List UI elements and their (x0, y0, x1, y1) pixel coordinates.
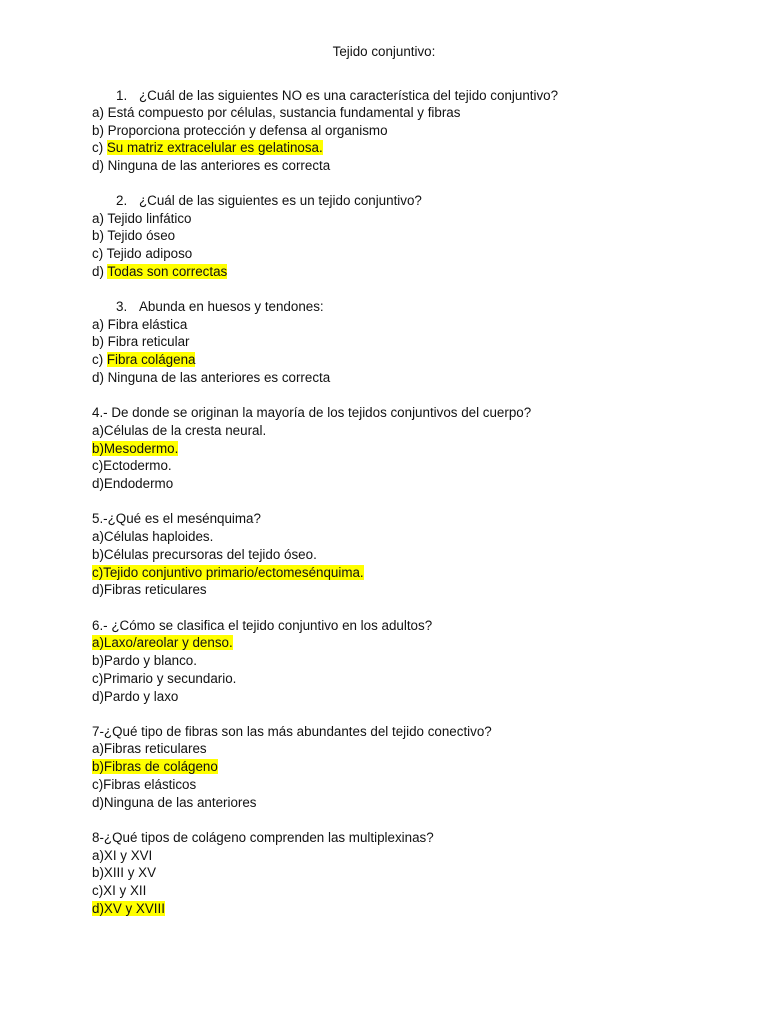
answer-highlight: Todas son correctas (107, 264, 228, 279)
option-d-correct: d) Todas son correctas (92, 264, 228, 279)
question-number: 3. (116, 299, 128, 314)
option-b: b) Proporciona protección y defensa al organismo (92, 123, 388, 138)
option-b: b)XIII y XV (92, 865, 156, 880)
option-b: b) Fibra reticular (92, 334, 190, 349)
question-text: 4.- De donde se originan la mayoría de los tejidos conjuntivos del cuerpo? (92, 405, 532, 420)
option-c: c) Tejido adiposo (92, 246, 193, 261)
option-c: c)Ectodermo. (92, 458, 172, 473)
option-d: d)Pardo y laxo (92, 689, 179, 704)
answer-highlight: b)Mesodermo. (92, 441, 179, 456)
question-text: ¿Cuál de las siguientes es un tejido conjuntivo? (139, 193, 422, 208)
answer-highlight: a)Laxo/areolar y denso. (92, 635, 233, 650)
option-a: a)Células de la cresta neural. (92, 423, 267, 438)
answer-highlight: Su matriz extracelular es gelatinosa. (106, 140, 323, 155)
option-d: d)Fibras reticulares (92, 582, 207, 597)
option-c: c)Primario y secundario. (92, 671, 237, 686)
option-c-correct (92, 564, 364, 581)
option-a-correct (92, 634, 233, 651)
option-c: c)XI y XII (92, 883, 147, 898)
option-c-correct: c) Fibra colágena (92, 352, 196, 367)
option-b: b)Pardo y blanco. (92, 653, 197, 668)
page-title: Tejido conjuntivo: (332, 44, 436, 59)
option-a: a)XI y XVI (92, 848, 153, 863)
option-d-correct (92, 900, 165, 917)
question-text: 7-¿Qué tipo de fibras son las más abundantes del tejido conectivo? (92, 724, 492, 739)
question-text: 6.- ¿Cómo se clasifica el tejido conjuntivo en los adultos? (92, 618, 433, 633)
option-b-correct (92, 440, 178, 457)
option-d: d) Ninguna de las anteriores es correcta (92, 158, 331, 173)
question-number: 1. (116, 88, 128, 103)
question-text: ¿Cuál de las siguientes NO es una característica del tejido conjuntivo? (139, 88, 559, 103)
option-a: a)Fibras reticulares (92, 741, 207, 756)
option-a: a) Fibra elástica (92, 317, 188, 332)
question-number: 2. (116, 193, 128, 208)
option-a: a)Células haploides. (92, 529, 214, 544)
question-text: 5.-¿Qué es el mesénquima? (92, 511, 261, 526)
option-a: a) Está compuesto por células, sustancia fundamental y fibras (92, 105, 461, 120)
answer-highlight: d)XV y XVIII (92, 901, 165, 916)
option-d: d)Endodermo (92, 476, 174, 491)
option-a: a) Tejido linfático (92, 211, 192, 226)
option-b: b)Células precursoras del tejido óseo. (92, 547, 317, 562)
question-text: Abunda en huesos y tendones: (139, 299, 324, 314)
option-d: d) Ninguna de las anteriores es correcta (92, 370, 331, 385)
option-c-correct: c) Su matriz extracelular es gelatinosa. (92, 140, 323, 155)
option-d: d)Ninguna de las anteriores (92, 795, 257, 810)
answer-highlight: b)Fibras de colágeno (92, 759, 218, 774)
answer-highlight: Fibra colágena (106, 352, 196, 367)
option-b: b) Tejido óseo (92, 228, 176, 243)
answer-highlight: c)Tejido conjuntivo primario/ectomesénquima. (92, 565, 364, 580)
option-c: c)Fibras elásticos (92, 777, 197, 792)
question-text: 8-¿Qué tipos de colágeno comprenden las multiplexinas? (92, 830, 434, 845)
option-b-correct (92, 758, 218, 775)
